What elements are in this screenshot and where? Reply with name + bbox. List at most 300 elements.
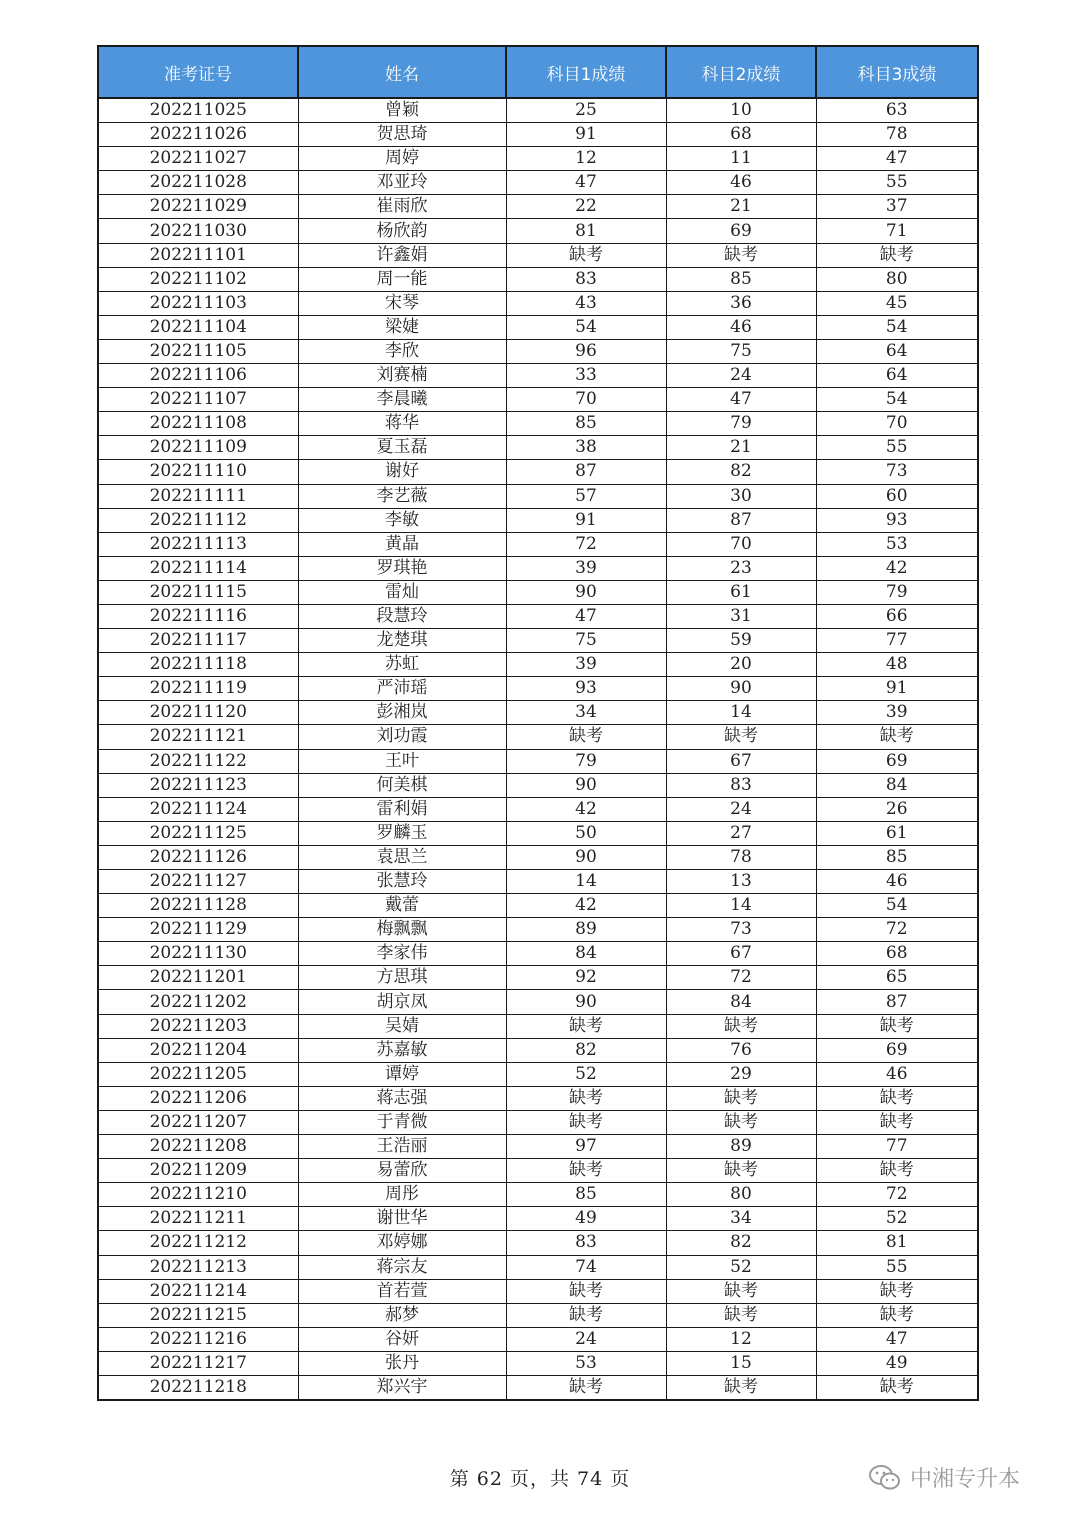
- cell-subject-2: 73: [666, 918, 816, 942]
- cell-subject-3: 55: [816, 436, 978, 460]
- cell-subject-3: 52: [816, 1207, 978, 1231]
- table-row: [98, 1062, 978, 1086]
- cell-subject-2: 21: [666, 436, 816, 460]
- cell-subject-3: 66: [816, 604, 978, 628]
- cell-subject-1: 54: [506, 315, 666, 339]
- cell-subject-2: 14: [666, 894, 816, 918]
- cell-subject-2: 68: [666, 123, 816, 147]
- cell-name: 黄晶: [298, 532, 506, 556]
- cell-exam-id: 202211130: [98, 942, 298, 966]
- watermark: [868, 1462, 1020, 1493]
- cell-exam-id: 202211109: [98, 436, 298, 460]
- header-exam-id: 准考证号: [98, 46, 298, 98]
- cell-name: 谢好: [298, 460, 506, 484]
- cell-subject-3: 72: [816, 1183, 978, 1207]
- table-row: [98, 532, 978, 556]
- cell-exam-id: 202211026: [98, 123, 298, 147]
- cell-name: 彭湘岚: [298, 701, 506, 725]
- cell-subject-3: 55: [816, 1255, 978, 1279]
- cell-subject-1: 79: [506, 749, 666, 773]
- cell-subject-2: 27: [666, 821, 816, 845]
- cell-subject-3: 48: [816, 653, 978, 677]
- cell-name: 李家伟: [298, 942, 506, 966]
- cell-name: 张丹: [298, 1351, 506, 1375]
- cell-subject-3: 26: [816, 797, 978, 821]
- cell-subject-2: 缺考: [666, 725, 816, 749]
- cell-subject-1: 90: [506, 845, 666, 869]
- cell-subject-3: 70: [816, 412, 978, 436]
- cell-subject-1: 91: [506, 123, 666, 147]
- cell-subject-1: 83: [506, 267, 666, 291]
- table-row: [98, 1255, 978, 1279]
- cell-exam-id: 202211113: [98, 532, 298, 556]
- cell-exam-id: 202211214: [98, 1279, 298, 1303]
- cell-subject-1: 47: [506, 604, 666, 628]
- cell-subject-1: 33: [506, 364, 666, 388]
- cell-exam-id: 202211105: [98, 339, 298, 363]
- cell-subject-3: 61: [816, 821, 978, 845]
- table-row: [98, 821, 978, 845]
- cell-subject-2: 23: [666, 556, 816, 580]
- cell-name: 胡京凤: [298, 990, 506, 1014]
- table-row: [98, 990, 978, 1014]
- cell-subject-3: 缺考: [816, 1303, 978, 1327]
- cell-subject-3: 73: [816, 460, 978, 484]
- table-row: [98, 773, 978, 797]
- cell-subject-2: 90: [666, 677, 816, 701]
- cell-subject-2: 47: [666, 388, 816, 412]
- cell-subject-3: 81: [816, 1231, 978, 1255]
- cell-exam-id: 202211126: [98, 845, 298, 869]
- cell-subject-2: 缺考: [666, 1159, 816, 1183]
- cell-subject-2: 70: [666, 532, 816, 556]
- cell-subject-1: 缺考: [506, 1110, 666, 1134]
- cell-name: 苏嘉敏: [298, 1038, 506, 1062]
- cell-exam-id: 202211107: [98, 388, 298, 412]
- cell-subject-3: 69: [816, 749, 978, 773]
- cell-exam-id: 202211129: [98, 918, 298, 942]
- cell-name: 王叶: [298, 749, 506, 773]
- cell-exam-id: 202211209: [98, 1159, 298, 1183]
- cell-name: 何美棋: [298, 773, 506, 797]
- cell-subject-2: 14: [666, 701, 816, 725]
- cell-exam-id: 202211217: [98, 1351, 298, 1375]
- cell-name: 刘功霞: [298, 725, 506, 749]
- cell-subject-3: 80: [816, 267, 978, 291]
- cell-subject-2: 34: [666, 1207, 816, 1231]
- cell-subject-2: 61: [666, 580, 816, 604]
- cell-subject-2: 30: [666, 484, 816, 508]
- cell-name: 张慧玲: [298, 870, 506, 894]
- cell-exam-id: 202211120: [98, 701, 298, 725]
- table-row: [98, 1014, 978, 1038]
- cell-name: 李欣: [298, 339, 506, 363]
- cell-exam-id: 202211125: [98, 821, 298, 845]
- page-number: 第 62 页，共 74 页: [449, 1468, 631, 1490]
- table-row: [98, 364, 978, 388]
- cell-subject-1: 缺考: [506, 1086, 666, 1110]
- cell-exam-id: 202211211: [98, 1207, 298, 1231]
- cell-subject-3: 54: [816, 315, 978, 339]
- table-row: [98, 388, 978, 412]
- cell-subject-3: 46: [816, 1062, 978, 1086]
- cell-name: 谷妍: [298, 1327, 506, 1351]
- cell-subject-1: 90: [506, 773, 666, 797]
- table-row: [98, 1279, 978, 1303]
- cell-name: 雷利娟: [298, 797, 506, 821]
- cell-subject-2: 52: [666, 1255, 816, 1279]
- score-table: [97, 45, 979, 1401]
- table-row: [98, 942, 978, 966]
- cell-name: 周婷: [298, 147, 506, 171]
- cell-subject-1: 缺考: [506, 1014, 666, 1038]
- cell-name: 王浩丽: [298, 1135, 506, 1159]
- cell-subject-2: 87: [666, 508, 816, 532]
- cell-subject-2: 缺考: [666, 1375, 816, 1400]
- cell-subject-1: 缺考: [506, 1159, 666, 1183]
- table-row: [98, 701, 978, 725]
- cell-subject-3: 91: [816, 677, 978, 701]
- cell-subject-1: 38: [506, 436, 666, 460]
- cell-subject-2: 46: [666, 315, 816, 339]
- cell-subject-2: 13: [666, 870, 816, 894]
- cell-subject-1: 70: [506, 388, 666, 412]
- table-row: [98, 436, 978, 460]
- cell-subject-1: 81: [506, 219, 666, 243]
- cell-exam-id: 202211106: [98, 364, 298, 388]
- table-row: [98, 508, 978, 532]
- cell-subject-1: 90: [506, 580, 666, 604]
- cell-subject-2: 缺考: [666, 243, 816, 267]
- cell-exam-id: 202211117: [98, 629, 298, 653]
- table-row: [98, 412, 978, 436]
- table-row: [98, 98, 978, 123]
- cell-subject-3: 55: [816, 171, 978, 195]
- cell-subject-3: 缺考: [816, 725, 978, 749]
- cell-subject-2: 12: [666, 1327, 816, 1351]
- cell-subject-1: 12: [506, 147, 666, 171]
- table-row: [98, 845, 978, 869]
- cell-subject-2: 75: [666, 339, 816, 363]
- cell-subject-3: 85: [816, 845, 978, 869]
- cell-exam-id: 202211127: [98, 870, 298, 894]
- table-row: [98, 604, 978, 628]
- cell-subject-1: 49: [506, 1207, 666, 1231]
- cell-name: 严沛瑶: [298, 677, 506, 701]
- cell-subject-2: 24: [666, 364, 816, 388]
- table-row: [98, 315, 978, 339]
- cell-subject-3: 54: [816, 388, 978, 412]
- cell-exam-id: 202211210: [98, 1183, 298, 1207]
- cell-subject-2: 20: [666, 653, 816, 677]
- cell-subject-3: 65: [816, 966, 978, 990]
- table-row: [98, 1207, 978, 1231]
- cell-subject-3: 缺考: [816, 1014, 978, 1038]
- cell-exam-id: 202211205: [98, 1062, 298, 1086]
- cell-subject-1: 75: [506, 629, 666, 653]
- cell-subject-1: 42: [506, 797, 666, 821]
- cell-subject-2: 67: [666, 942, 816, 966]
- cell-subject-1: 82: [506, 1038, 666, 1062]
- cell-name: 梁婕: [298, 315, 506, 339]
- cell-subject-2: 72: [666, 966, 816, 990]
- cell-subject-2: 80: [666, 1183, 816, 1207]
- cell-subject-3: 46: [816, 870, 978, 894]
- score-table-container: [97, 45, 977, 1401]
- cell-exam-id: 202211110: [98, 460, 298, 484]
- table-row: [98, 1231, 978, 1255]
- table-row: [98, 1303, 978, 1327]
- cell-subject-1: 缺考: [506, 1279, 666, 1303]
- table-row: [98, 556, 978, 580]
- cell-exam-id: 202211123: [98, 773, 298, 797]
- cell-name: 贺思琦: [298, 123, 506, 147]
- cell-name: 于青微: [298, 1110, 506, 1134]
- table-row: [98, 870, 978, 894]
- cell-subject-2: 78: [666, 845, 816, 869]
- cell-exam-id: 202211207: [98, 1110, 298, 1134]
- cell-subject-2: 缺考: [666, 1303, 816, 1327]
- cell-subject-1: 缺考: [506, 243, 666, 267]
- cell-exam-id: 202211204: [98, 1038, 298, 1062]
- cell-subject-1: 96: [506, 339, 666, 363]
- cell-exam-id: 202211025: [98, 98, 298, 123]
- cell-subject-3: 79: [816, 580, 978, 604]
- cell-name: 龙楚琪: [298, 629, 506, 653]
- cell-name: 宋琴: [298, 291, 506, 315]
- cell-subject-2: 11: [666, 147, 816, 171]
- cell-subject-1: 91: [506, 508, 666, 532]
- cell-subject-3: 47: [816, 1327, 978, 1351]
- cell-name: 袁思兰: [298, 845, 506, 869]
- cell-subject-2: 缺考: [666, 1086, 816, 1110]
- cell-subject-1: 85: [506, 1183, 666, 1207]
- cell-subject-2: 83: [666, 773, 816, 797]
- cell-subject-1: 72: [506, 532, 666, 556]
- cell-name: 苏虹: [298, 653, 506, 677]
- cell-subject-3: 72: [816, 918, 978, 942]
- watermark-text: 中湘专升本: [910, 1467, 1021, 1492]
- cell-exam-id: 202211115: [98, 580, 298, 604]
- cell-subject-2: 85: [666, 267, 816, 291]
- cell-name: 李敏: [298, 508, 506, 532]
- table-row: [98, 629, 978, 653]
- table-row: [98, 1375, 978, 1400]
- cell-exam-id: 202211202: [98, 990, 298, 1014]
- cell-name: 刘赛楠: [298, 364, 506, 388]
- table-row: [98, 460, 978, 484]
- cell-subject-3: 49: [816, 1351, 978, 1375]
- table-row: [98, 484, 978, 508]
- cell-name: 罗麟玉: [298, 821, 506, 845]
- cell-subject-1: 42: [506, 894, 666, 918]
- cell-subject-1: 14: [506, 870, 666, 894]
- table-row: [98, 1038, 978, 1062]
- cell-name: 戴蕾: [298, 894, 506, 918]
- cell-subject-1: 85: [506, 412, 666, 436]
- cell-name: 周彤: [298, 1183, 506, 1207]
- table-row: [98, 123, 978, 147]
- table-row: [98, 147, 978, 171]
- cell-subject-3: 77: [816, 1135, 978, 1159]
- cell-subject-2: 82: [666, 460, 816, 484]
- cell-subject-2: 缺考: [666, 1110, 816, 1134]
- cell-subject-1: 50: [506, 821, 666, 845]
- cell-name: 杨欣韵: [298, 219, 506, 243]
- table-row: [98, 339, 978, 363]
- cell-exam-id: 202211108: [98, 412, 298, 436]
- cell-subject-1: 89: [506, 918, 666, 942]
- cell-name: 许鑫娟: [298, 243, 506, 267]
- cell-subject-3: 缺考: [816, 243, 978, 267]
- cell-subject-2: 21: [666, 195, 816, 219]
- cell-exam-id: 202211128: [98, 894, 298, 918]
- cell-subject-2: 15: [666, 1351, 816, 1375]
- cell-subject-2: 67: [666, 749, 816, 773]
- cell-name: 曾颖: [298, 98, 506, 123]
- cell-name: 吴婧: [298, 1014, 506, 1038]
- wechat-icon: [868, 1464, 902, 1492]
- cell-exam-id: 202211029: [98, 195, 298, 219]
- cell-subject-2: 69: [666, 219, 816, 243]
- cell-name: 谢世华: [298, 1207, 506, 1231]
- table-row: [98, 219, 978, 243]
- cell-exam-id: 202211216: [98, 1327, 298, 1351]
- cell-subject-3: 37: [816, 195, 978, 219]
- cell-subject-1: 52: [506, 1062, 666, 1086]
- cell-subject-1: 92: [506, 966, 666, 990]
- header-subject-1: 科目1成绩: [506, 46, 666, 98]
- cell-exam-id: 202211111: [98, 484, 298, 508]
- cell-exam-id: 202211208: [98, 1135, 298, 1159]
- cell-exam-id: 202211102: [98, 267, 298, 291]
- table-row: [98, 725, 978, 749]
- cell-subject-1: 43: [506, 291, 666, 315]
- cell-name: 李艺薇: [298, 484, 506, 508]
- cell-name: 李晨曦: [298, 388, 506, 412]
- header-subject-2: 科目2成绩: [666, 46, 816, 98]
- cell-subject-1: 97: [506, 1135, 666, 1159]
- cell-subject-1: 39: [506, 556, 666, 580]
- cell-subject-3: 47: [816, 147, 978, 171]
- cell-name: 郝梦: [298, 1303, 506, 1327]
- cell-name: 蒋宗友: [298, 1255, 506, 1279]
- cell-subject-3: 68: [816, 942, 978, 966]
- cell-exam-id: 202211104: [98, 315, 298, 339]
- cell-subject-1: 24: [506, 1327, 666, 1351]
- cell-subject-1: 83: [506, 1231, 666, 1255]
- cell-subject-1: 53: [506, 1351, 666, 1375]
- table-row: [98, 1183, 978, 1207]
- table-row: [98, 1110, 978, 1134]
- cell-exam-id: 202211213: [98, 1255, 298, 1279]
- cell-subject-3: 84: [816, 773, 978, 797]
- cell-name: 周一能: [298, 267, 506, 291]
- cell-name: 邓婷娜: [298, 1231, 506, 1255]
- cell-subject-1: 84: [506, 942, 666, 966]
- cell-subject-3: 60: [816, 484, 978, 508]
- cell-subject-1: 22: [506, 195, 666, 219]
- cell-exam-id: 202211206: [98, 1086, 298, 1110]
- cell-subject-2: 31: [666, 604, 816, 628]
- cell-name: 郑兴宇: [298, 1375, 506, 1400]
- cell-subject-3: 42: [816, 556, 978, 580]
- cell-subject-2: 76: [666, 1038, 816, 1062]
- cell-exam-id: 202211030: [98, 219, 298, 243]
- cell-subject-3: 缺考: [816, 1086, 978, 1110]
- cell-subject-3: 87: [816, 990, 978, 1014]
- cell-subject-3: 64: [816, 364, 978, 388]
- table-row: [98, 894, 978, 918]
- cell-subject-2: 29: [666, 1062, 816, 1086]
- cell-name: 崔雨欣: [298, 195, 506, 219]
- cell-name: 易蕾欣: [298, 1159, 506, 1183]
- cell-subject-1: 34: [506, 701, 666, 725]
- table-row: [98, 291, 978, 315]
- table-row: [98, 918, 978, 942]
- cell-name: 夏玉磊: [298, 436, 506, 460]
- cell-subject-2: 59: [666, 629, 816, 653]
- cell-subject-2: 84: [666, 990, 816, 1014]
- cell-name: 段慧玲: [298, 604, 506, 628]
- cell-exam-id: 202211118: [98, 653, 298, 677]
- table-body: [98, 98, 978, 1400]
- table-row: [98, 797, 978, 821]
- cell-exam-id: 202211103: [98, 291, 298, 315]
- cell-name: 谭婷: [298, 1062, 506, 1086]
- cell-name: 雷灿: [298, 580, 506, 604]
- cell-exam-id: 202211028: [98, 171, 298, 195]
- cell-exam-id: 202211212: [98, 1231, 298, 1255]
- cell-subject-3: 78: [816, 123, 978, 147]
- cell-subject-1: 90: [506, 990, 666, 1014]
- cell-subject-1: 74: [506, 1255, 666, 1279]
- cell-exam-id: 202211114: [98, 556, 298, 580]
- cell-exam-id: 202211218: [98, 1375, 298, 1400]
- header-subject-3: 科目3成绩: [816, 46, 978, 98]
- cell-subject-2: 79: [666, 412, 816, 436]
- cell-subject-1: 87: [506, 460, 666, 484]
- cell-exam-id: 202211122: [98, 749, 298, 773]
- cell-subject-3: 93: [816, 508, 978, 532]
- table-row: [98, 1086, 978, 1110]
- table-row: [98, 749, 978, 773]
- cell-subject-3: 69: [816, 1038, 978, 1062]
- cell-subject-1: 47: [506, 171, 666, 195]
- cell-name: 首若萱: [298, 1279, 506, 1303]
- table-row: [98, 171, 978, 195]
- cell-exam-id: 202211121: [98, 725, 298, 749]
- cell-subject-2: 缺考: [666, 1279, 816, 1303]
- cell-subject-3: 54: [816, 894, 978, 918]
- cell-name: 罗琪艳: [298, 556, 506, 580]
- cell-subject-1: 93: [506, 677, 666, 701]
- table-row: [98, 1327, 978, 1351]
- header-name: 姓名: [298, 46, 506, 98]
- cell-subject-1: 57: [506, 484, 666, 508]
- table-row: [98, 1351, 978, 1375]
- cell-subject-2: 89: [666, 1135, 816, 1159]
- cell-exam-id: 202211101: [98, 243, 298, 267]
- cell-subject-2: 缺考: [666, 1014, 816, 1038]
- cell-exam-id: 202211201: [98, 966, 298, 990]
- cell-subject-1: 缺考: [506, 1303, 666, 1327]
- cell-subject-3: 缺考: [816, 1375, 978, 1400]
- cell-subject-3: 71: [816, 219, 978, 243]
- cell-name: 蒋华: [298, 412, 506, 436]
- table-row: [98, 580, 978, 604]
- cell-subject-3: 77: [816, 629, 978, 653]
